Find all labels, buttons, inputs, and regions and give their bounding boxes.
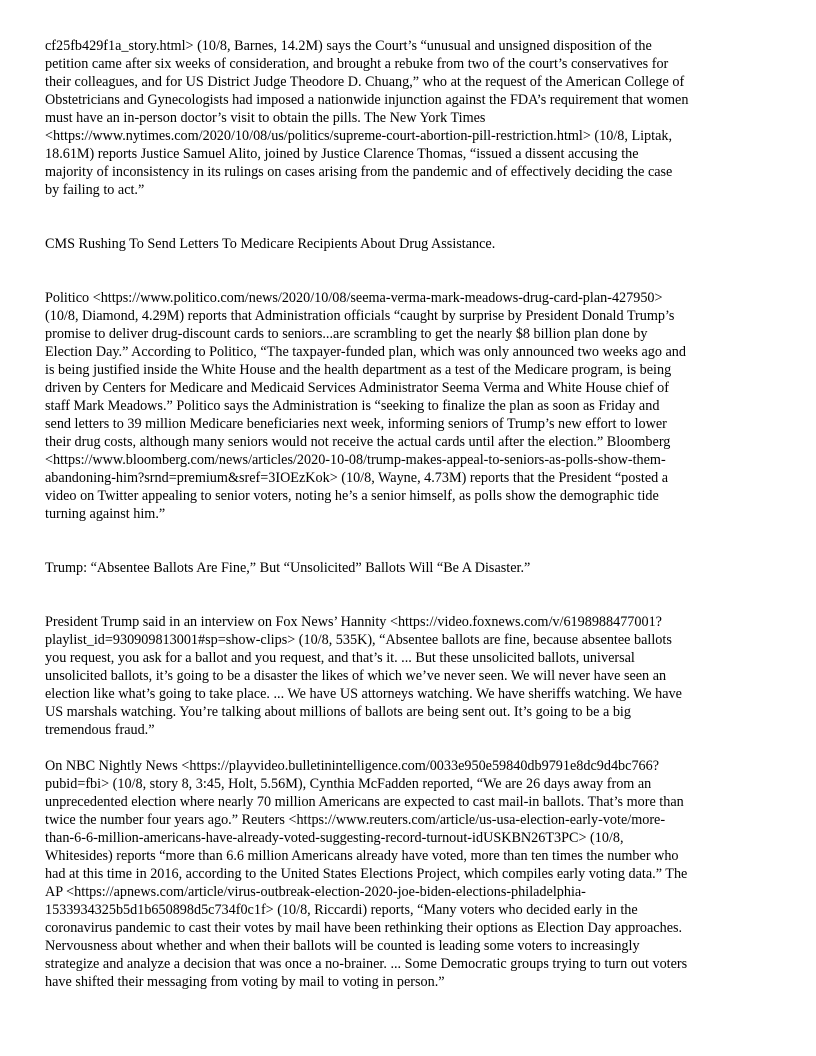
paragraph-early-voting: On NBC Nightly News <https://playvideo.bulletinintelligence.com/0033e950e59840db9791e8dc9d4bc766? pubid=fbi> (10/8, story 8, 3:45, Holt, 5.56M), Cynthia McFadden reported, “We are 26 days away from an unprecedented election where nearly 70 million Americans are expected to cast mail-in ballots. That’s more than twice the number four years ago.” Reuters <https://www.reuters.com/article/us-usa-election-early-vote/more- than-6-6-million-americans-have-already-voted-suggesting-record-turnout-idUSKBN26T3PC> (10/8, Whitesides) reports “more than 6.6 million Americans already have voted, more than ten times the number who had at this time in 2016, according to the United States Elections Project, which compiles early voting data.” The AP <https://apnews.com/article/virus-outbreak-election-2020-joe-biden-elections-philadelphia- 1533934325b5d1b650898d5c734f0c1f> (10/8, Riccardi) reports, “Many voters who decided early in the coronavirus pandemic to cast their votes by mail have been rethinking their options as Election Day approaches. Nervousness about whether and when their ballots will be counted is leading some voters to increasingly strategize and analyze a decision that was once a no-brainer. ... Some Democratic groups trying to turn out voters have shifted their messaging from voting by mail to voting in person.”	[45, 758, 688, 990]
section-spacer	[45, 199, 773, 235]
section-spacer	[45, 253, 773, 289]
headline-cms-letters: CMS Rushing To Send Letters To Medicare Recipients About Drug Assistance.	[45, 236, 496, 252]
paragraph-hannity-interview: President Trump said in an interview on Fox News’ Hannity <https://video.foxnews.com/v/6198988477001? playlist_id=930909813001#sp=show-clips> (10/8, 535K), “Absentee ballots are fine, because absentee ballots you request, you ask for a ballot and you request, and that’s it. ... But these unsolicited ballots, universal unsolicited ballots, it’s going to be a disaster the likes of which we’ve never seen. We will never have seen an election like what’s going to take place. ... We have US attorneys watching. We have sheriffs watching. We have US marshals watching. You’re talking about millions of ballots are being sent out. It’s going to be a big tremendous fraud.”	[45, 614, 682, 738]
section-spacer	[45, 577, 773, 613]
paragraph-drug-card-plan: Politico <https://www.politico.com/news/2020/10/08/seema-verma-mark-meadows-drug-card-plan-427950> (10/8, Diamond, 4.29M) reports that Administration officials “caught by surprise by President Donald Trump’s promise to deliver drug-discount cards to seniors...are scrambling to get the nearly $8 billion plan done by Election Day.” According to Politico, “The taxpayer-funded plan, which was only announced two weeks ago and is being justified inside the White House and the health department as a test of the Medicare program, is being driven by Centers for Medicare and Medicaid Services Administrator Seema Verma and White House chief of staff Mark Meadows.” Politico says the Administration is “seeking to finalize the plan as soon as Friday and send letters to 39 million Medicare beneficiaries next week, informing seniors of Trump’s new effort to lower their drug costs, although many seniors would not receive the actual cards until after the election.” Bloomberg <https://www.bloomberg.com/news/articles/2020-10-08/trump-makes-appeal-to-seniors-as-polls-show-them- abandoning-him?srnd=premium&sref=3IOEzKok> (10/8, Wayne, 4.73M) reports that the President “posted a video on Twitter appealing to senior voters, noting he’s a senior himself, as polls show the demographic tide turning against him.”	[45, 290, 686, 522]
headline-absentee-ballots: Trump: “Absentee Ballots Are Fine,” But “Unsolicited” Ballots Will “Be A Disaster.”	[45, 560, 531, 576]
section-spacer	[45, 523, 773, 559]
paragraph-spacer	[45, 739, 773, 757]
document-page	[45, 37, 773, 991]
paragraph-abortion-pill-ruling: cf25fb429f1a_story.html> (10/8, Barnes, 14.2M) says the Court’s “unusual and unsigned disposition of the petition came after six weeks of consideration, and brought a rebuke from two of the court’s conservatives for their colleagues, and for US District Judge Theodore D. Chuang,” who at the request of the American College of Obstetricians and Gynecologists had imposed a nationwide injunction against the FDA’s requirement that women must have an in-person doctor’s visit to obtain the pills. The New York Times <https://www.nytimes.com/2020/10/08/us/politics/supreme-court-abortion-pill-restriction.html> (10/8, Liptak, 18.61M) reports Justice Samuel Alito, joined by Justice Clarence Thomas, “issued a dissent accusing the majority of inconsistency in its rulings on cases arising from the pandemic and of effectively deciding the case by failing to act.”	[45, 38, 689, 198]
